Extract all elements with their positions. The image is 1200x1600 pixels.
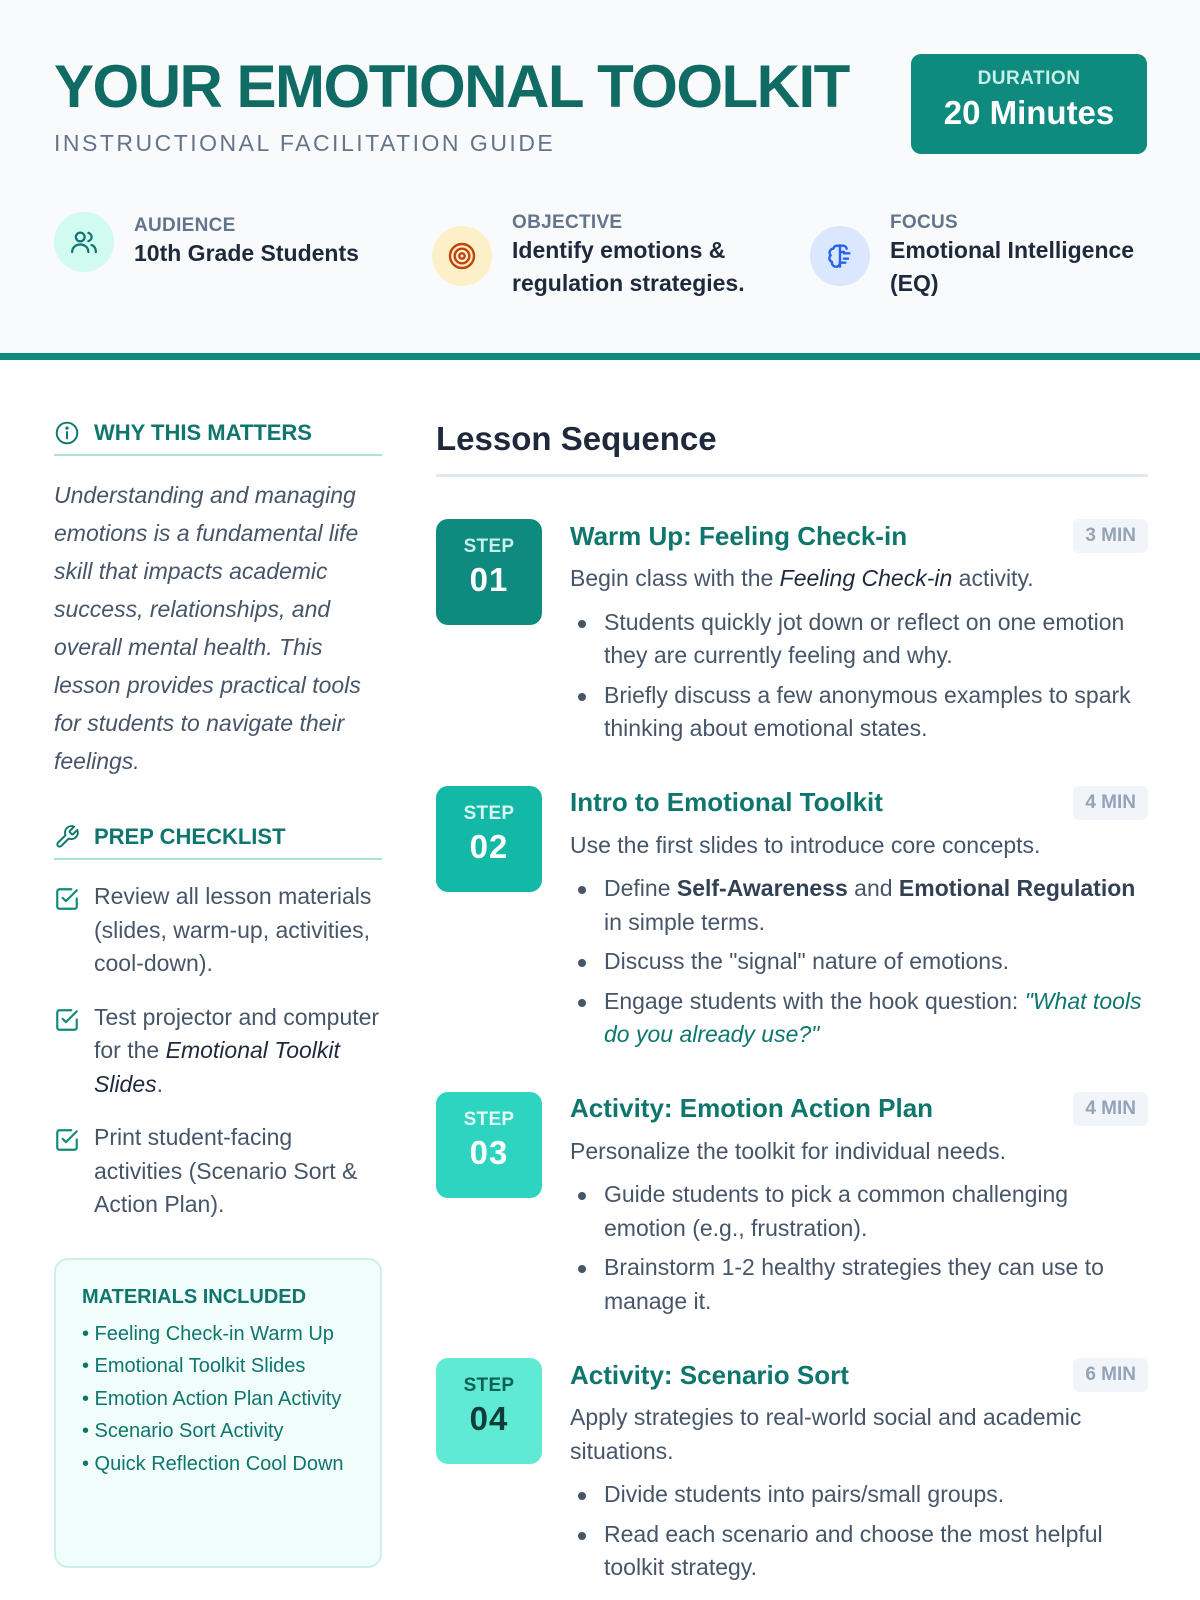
header bbox=[0, 0, 1200, 360]
step-description: Personalize the toolkit for individual needs. bbox=[570, 1137, 1006, 1164]
step-number: 01 bbox=[469, 561, 509, 598]
step-number: 02 bbox=[469, 827, 509, 865]
step-title: Activity: Scenario Sort bbox=[570, 1359, 849, 1390]
lesson-step bbox=[436, 1092, 1148, 1319]
materials-item: • Emotion Action Plan Activity bbox=[82, 1387, 342, 1410]
objective-value: Identify emotions & regulation strategies. bbox=[512, 237, 745, 296]
audience-value: 10th Grade Students bbox=[134, 239, 359, 266]
step-badge bbox=[436, 1092, 542, 1198]
bullet-part: Define bbox=[604, 875, 677, 901]
focus-label: FOCUS bbox=[890, 212, 958, 233]
materials-item: • Feeling Check-in Warm Up bbox=[82, 1322, 334, 1345]
slides-reference: Emotional Toolkit Slides bbox=[94, 1037, 340, 1097]
step-bullet: Guide students to pick a common challenging emotion (e.g., frustration). bbox=[570, 1178, 1148, 1245]
step-bullet: Discuss the "signal" nature of emotions. bbox=[570, 945, 1148, 979]
prep-item-text: Print student-facing activities (Scenario Sort & Action Plan). bbox=[94, 1124, 358, 1217]
prep-item bbox=[54, 880, 382, 981]
activity-reference: Feeling Check-in bbox=[779, 565, 953, 591]
step-label: STEP bbox=[463, 1375, 515, 1396]
step-bullet: Briefly discuss a few anonymous examples to spark thinking about emotional states. bbox=[570, 679, 1148, 746]
wrench-icon bbox=[54, 824, 80, 850]
checkbox-checked-icon bbox=[54, 1007, 80, 1033]
step-number: 04 bbox=[469, 1400, 509, 1437]
left-column bbox=[54, 420, 382, 1568]
step-duration: 4 MIN bbox=[1073, 1092, 1148, 1126]
step-label: STEP bbox=[463, 536, 515, 557]
materials-item: • Quick Reflection Cool Down bbox=[82, 1452, 344, 1475]
step-badge bbox=[436, 1358, 542, 1464]
step-title: Intro to Emotional Toolkit bbox=[570, 787, 883, 817]
users-icon bbox=[54, 212, 114, 272]
checkbox-checked-icon bbox=[54, 1127, 80, 1153]
step-label: STEP bbox=[463, 1108, 515, 1130]
meta-objective bbox=[432, 212, 772, 300]
lesson-step bbox=[436, 519, 1148, 746]
why-heading bbox=[54, 420, 382, 456]
prep-item-text-part: . bbox=[156, 1070, 164, 1097]
prep-item bbox=[54, 1001, 382, 1102]
materials-item: • Emotional Toolkit Slides bbox=[82, 1355, 306, 1377]
prep-item-text: Review all lesson materials (slides, warm-up, activities, cool-down). bbox=[94, 883, 372, 976]
step-bullet bbox=[570, 985, 1148, 1052]
step-title: Activity: Emotion Action Plan bbox=[570, 1093, 934, 1123]
duration-value: 20 Minutes bbox=[943, 94, 1115, 131]
checkbox-checked-icon bbox=[54, 886, 80, 912]
step-badge bbox=[436, 786, 542, 892]
page-title: YOUR EMOTIONAL TOOLKIT bbox=[54, 53, 849, 120]
step-bullet: Read each scenario and choose the most helpful toolkit strategy. bbox=[570, 1518, 1148, 1585]
duration-badge bbox=[911, 54, 1147, 154]
step-duration: 4 MIN bbox=[1073, 786, 1148, 820]
prep-item-text-part: Test projector and computer for the bbox=[94, 1003, 380, 1063]
step-badge bbox=[436, 519, 542, 625]
step-number: 03 bbox=[469, 1133, 509, 1171]
page-subtitle: INSTRUCTIONAL FACILITATION GUIDE bbox=[54, 130, 556, 156]
lesson-step bbox=[436, 786, 1148, 1052]
step-duration: 3 MIN bbox=[1073, 519, 1148, 553]
lesson-sequence bbox=[436, 420, 1148, 1591]
brain-icon bbox=[810, 226, 870, 286]
step-duration: 6 MIN bbox=[1073, 1358, 1148, 1392]
step-description: Use the first slides to introduce core concepts. bbox=[570, 831, 1041, 858]
step-description-part: activity. bbox=[952, 565, 1034, 591]
prep-heading-text: PREP CHECKLIST bbox=[94, 824, 286, 849]
audience-label: AUDIENCE bbox=[134, 214, 236, 236]
step-bullet: Students quickly jot down or reflect on one emotion they are currently feeling and why. bbox=[570, 606, 1148, 673]
info-icon bbox=[54, 420, 80, 446]
lesson-sequence-title: Lesson Sequence bbox=[436, 420, 1148, 477]
why-heading-text: WHY THIS MATTERS bbox=[94, 420, 312, 445]
step-label: STEP bbox=[463, 802, 515, 824]
step-description: Apply strategies to real-world social and academic situations. bbox=[570, 1404, 1082, 1464]
materials-item: • Scenario Sort Activity bbox=[82, 1420, 284, 1442]
step-bullet bbox=[570, 872, 1148, 939]
meta-focus bbox=[810, 212, 1160, 300]
lesson-step bbox=[436, 1358, 1148, 1585]
objective-label: OBJECTIVE bbox=[512, 212, 623, 233]
prep-heading bbox=[54, 824, 382, 860]
term-emotional-regulation: Emotional Regulation bbox=[898, 875, 1136, 901]
materials-heading: MATERIALS INCLUDED bbox=[82, 1285, 307, 1308]
bullet-part: in simple terms. bbox=[604, 908, 766, 935]
term-self-awareness: Self-Awareness bbox=[676, 875, 848, 901]
step-title: Warm Up: Feeling Check-in bbox=[570, 520, 908, 551]
duration-label: DURATION bbox=[977, 68, 1081, 89]
prep-item bbox=[54, 1121, 382, 1222]
why-text: Understanding and managing emotions is a fundamental life skill that impacts academic success, relationships, and overall mental health. This lesson provides practical tools for students to navigate their feelings. bbox=[54, 482, 361, 774]
materials-box bbox=[54, 1258, 382, 1568]
step-description bbox=[570, 562, 1148, 596]
bullet-part: and bbox=[847, 875, 899, 901]
step-bullet: Divide students into pairs/small groups. bbox=[570, 1478, 1148, 1512]
bullet-part: Engage students with the hook question: bbox=[604, 987, 1025, 1014]
step-bullet: Brainstorm 1-2 healthy strategies they can use to manage it. bbox=[570, 1251, 1148, 1318]
step-description-part: Begin class with the bbox=[570, 565, 780, 591]
meta-audience bbox=[54, 212, 394, 272]
target-icon bbox=[432, 226, 492, 286]
prep-item-text bbox=[94, 1001, 382, 1102]
focus-value: Emotional Intelligence (EQ) bbox=[890, 237, 1135, 296]
hook-question: "What tools do you already use?" bbox=[604, 987, 1142, 1047]
